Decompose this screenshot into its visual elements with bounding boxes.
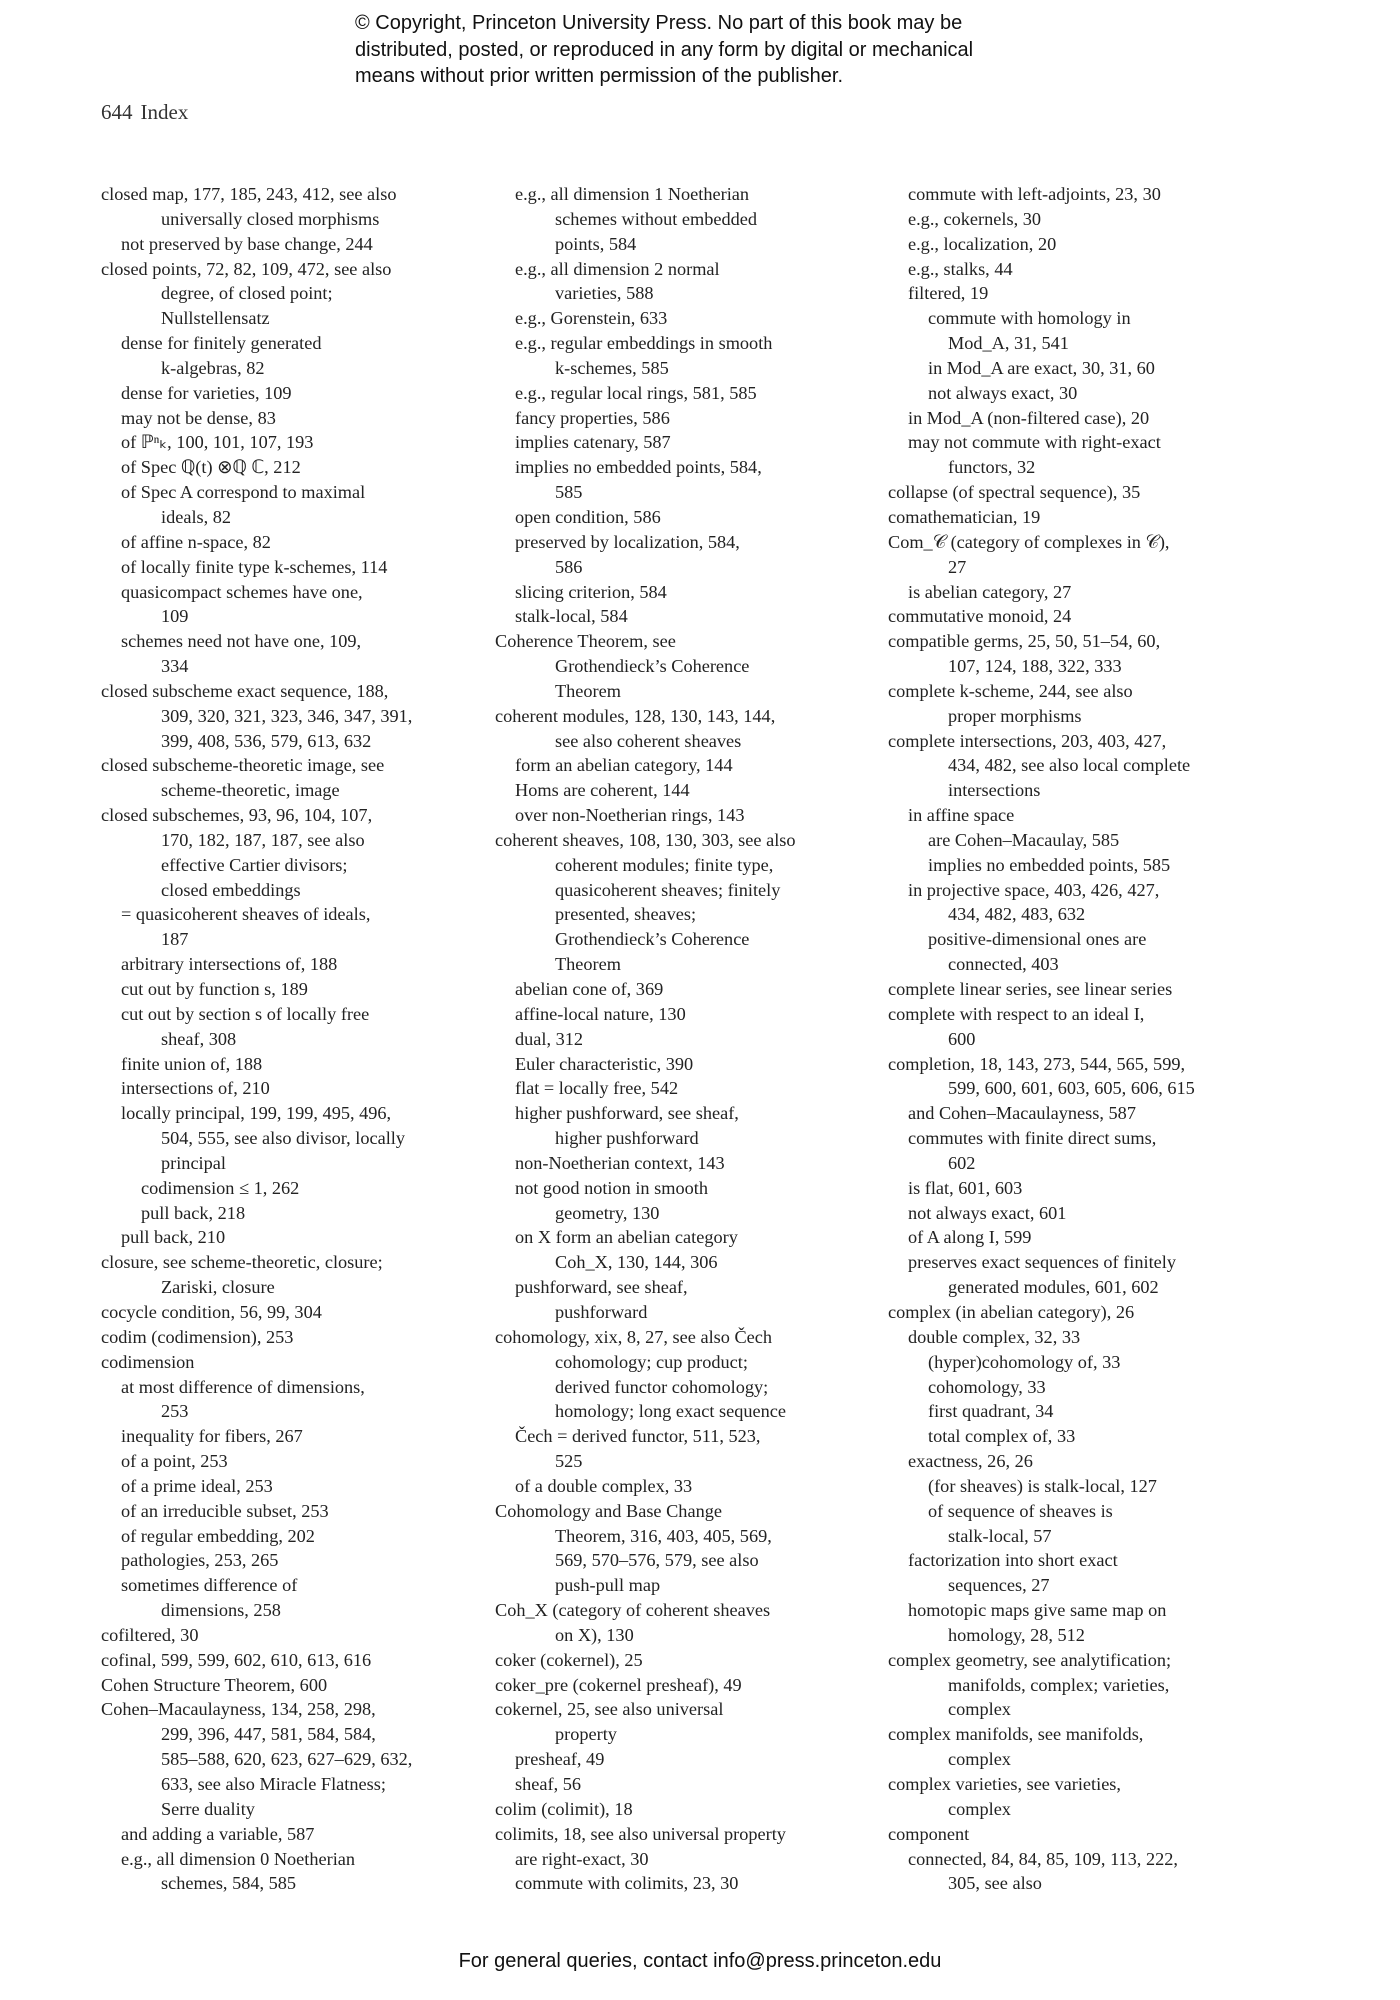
index-entry: positive-dimensional ones are (928, 929, 1147, 950)
index-entry: varieties, 588 (555, 283, 654, 304)
index-entry: 585–588, 620, 623, 627–629, 632, (161, 1749, 413, 1770)
index-entry: is flat, 601, 603 (908, 1177, 1023, 1198)
index-entry: points, 584 (555, 233, 637, 254)
index-entry: of locally finite type k-schemes, 114 (121, 556, 388, 577)
index-entry: complex (in abelian category), 26 (888, 1301, 1135, 1322)
index-entry: dense for finitely generated (121, 333, 322, 354)
index-entry: closed points, 72, 82, 109, 472, see also (101, 258, 392, 279)
index-entry: open condition, 586 (515, 506, 661, 527)
index-entry: commutative monoid, 24 (888, 606, 1072, 627)
index-entry: fancy properties, 586 (515, 407, 670, 428)
index-entry: 434, 482, see also local complete (948, 755, 1191, 776)
index-entry: e.g., localization, 20 (908, 233, 1057, 254)
index-entry: slicing criterion, 584 (515, 581, 667, 602)
index-entry: cut out by function s, 189 (121, 979, 308, 999)
index-entry: in affine space (908, 805, 1015, 826)
index-entry: not always exact, 601 (908, 1202, 1067, 1223)
index-entry: effective Cartier divisors; (161, 854, 348, 875)
index-entry: schemes need not have one, 109, (121, 631, 362, 652)
index-entry: (for sheaves) is stalk-local, 127 (928, 1475, 1157, 1496)
index-entry: commute with left-adjoints, 23, 30 (908, 184, 1161, 204)
index-entry: e.g., cokernels, 30 (908, 208, 1042, 229)
index-entry: not preserved by base change, 244 (121, 233, 373, 254)
index-entry: coherent sheaves, 108, 130, 303, see also (495, 829, 796, 850)
index-entry: at most difference of dimensions, (121, 1376, 365, 1397)
index-entry: 253 (161, 1401, 189, 1422)
index-entry: of affine n-space, 82 (121, 531, 271, 552)
index-entry: filtered, 19 (908, 283, 989, 304)
index-entry: double complex, 32, 33 (908, 1326, 1081, 1347)
index-entry: cohomology, 33 (928, 1376, 1046, 1397)
index-entry: sheaf, 56 (515, 1774, 581, 1794)
index-entry: exactness, 26, 26 (908, 1451, 1033, 1472)
index-entry: e.g., stalks, 44 (908, 258, 1013, 279)
index-entry: schemes, 584, 585 (161, 1873, 297, 1894)
index-entry: quasicoherent sheaves; finitely (555, 879, 781, 900)
index-entry: implies no embedded points, 584, (515, 457, 762, 478)
index-entry: of Spec A correspond to maximal (121, 482, 366, 503)
index-entry: is abelian category, 27 (908, 581, 1072, 602)
index-entry: codimension (101, 1351, 195, 1372)
index-entry: of ℙⁿₖ, 100, 101, 107, 193 (121, 432, 314, 453)
index-entry: complete with respect to an ideal I, (888, 1003, 1145, 1024)
index-entry: Mod_A, 31, 541 (948, 333, 1069, 354)
index-entry: colimits, 18, see also universal property (495, 1823, 786, 1844)
index-entry: complex geometry, see analytification; (888, 1649, 1172, 1670)
page-number: 644 (101, 100, 133, 124)
index-entry: intersections (948, 780, 1041, 801)
index-entry: Homs are coherent, 144 (515, 780, 690, 801)
index-entry: 305, see also (948, 1873, 1042, 1894)
index-entry: codim (codimension), 253 (101, 1326, 294, 1347)
index-entry: k-algebras, 82 (161, 357, 265, 378)
index-entry: component (888, 1823, 970, 1844)
index-entry: on X form an abelian category (515, 1227, 738, 1248)
index-entry: pull back, 210 (121, 1227, 226, 1248)
index-entry: quasicompact schemes have one, (121, 581, 363, 602)
index-entry: cokernel, 25, see also universal (495, 1699, 724, 1720)
index-entry: not good notion in smooth (515, 1177, 708, 1198)
index-entry: = quasicoherent sheaves of ideals, (121, 904, 371, 925)
index-entry: pathologies, 253, 265 (121, 1550, 279, 1571)
index-entry: degree, of closed point; (161, 283, 333, 304)
index-entry: complex (948, 1798, 1011, 1819)
index-entry: factorization into short exact (908, 1550, 1118, 1571)
index-entry: sometimes difference of (121, 1575, 298, 1596)
index-entry: see also coherent sheaves (555, 730, 742, 751)
index-entry: commute with colimits, 23, 30 (515, 1873, 739, 1894)
index-entry: closed embeddings (161, 879, 301, 900)
index-entry: intersections of, 210 (121, 1078, 270, 1099)
index-entry: Coh_X (category of coherent sheaves (495, 1600, 771, 1621)
index-entry: preserved by localization, 584, (515, 531, 740, 552)
index-entry: presented, sheaves; (555, 904, 697, 925)
index-entry: 633, see also Miracle Flatness; (161, 1774, 386, 1794)
index-entry: of an irreducible subset, 253 (121, 1500, 329, 1521)
index-entry: cut out by section s of locally free (121, 1003, 370, 1024)
index-entry: universally closed morphisms (161, 208, 380, 229)
index-entry: complex varieties, see varieties, (888, 1774, 1121, 1794)
index-entry: complete intersections, 203, 403, 427, (888, 730, 1167, 751)
index-entry: pushforward, see sheaf, (515, 1277, 688, 1298)
index-entry: compatible germs, 25, 50, 51–54, 60, (888, 631, 1161, 652)
copyright-notice (355, 10, 1115, 90)
footer-contact: For general queries, contact info@press.princeton.edu (458, 1950, 942, 1972)
index-entry: may not be dense, 83 (121, 407, 276, 428)
index-entry: sequences, 27 (948, 1575, 1050, 1596)
index-entry: total complex of, 33 (928, 1426, 1076, 1447)
index-entry: 334 (161, 656, 189, 677)
index-entry: arbitrary intersections of, 188 (121, 954, 338, 975)
copyright-line: distributed, posted, or reproduced in any form by digital or mechanical (355, 38, 974, 61)
index-entry: not always exact, 30 (928, 382, 1078, 403)
index-entry: in Mod_A are exact, 30, 31, 60 (928, 357, 1155, 378)
page-title: Index (140, 100, 189, 124)
index-entry: Theorem (555, 954, 621, 975)
index-entry: and adding a variable, 587 (121, 1823, 315, 1844)
index-entry: Com_𝒞 (category of complexes in 𝒞), (888, 531, 1170, 552)
index-entry: Nullstellensatz (161, 308, 270, 329)
index-entry: Cohen–Macaulayness, 134, 258, 298, (101, 1699, 376, 1720)
index-entry: complete linear series, see linear series (888, 979, 1173, 999)
index-entry: Theorem, 316, 403, 405, 569, (555, 1525, 772, 1546)
index-entry: affine-local nature, 130 (515, 1003, 686, 1024)
index-entry: 170, 182, 187, 187, see also (161, 829, 365, 850)
index-column-3 (888, 182, 1248, 1896)
index-entry: cohomology; cup product; (555, 1351, 748, 1372)
index-entry: completion, 18, 143, 273, 544, 565, 599, (888, 1053, 1186, 1074)
index-entry: homotopic maps give same map on (908, 1600, 1167, 1621)
index-entry: 602 (948, 1152, 976, 1173)
index-entry: homology; long exact sequence (555, 1401, 786, 1422)
index-entry: complex manifolds, see manifolds, (888, 1724, 1144, 1745)
index-entry: and Cohen–Macaulayness, 587 (908, 1103, 1136, 1124)
index-entry: cofiltered, 30 (101, 1624, 199, 1645)
index-entry: flat = locally free, 542 (515, 1078, 679, 1099)
index-entry: complex (948, 1699, 1011, 1720)
index-entry: dual, 312 (515, 1028, 584, 1049)
index-entry: k-schemes, 585 (555, 357, 669, 378)
index-entry: connected, 403 (948, 954, 1059, 975)
index-entry: Serre duality (161, 1798, 255, 1819)
index-entry: e.g., regular embeddings in smooth (515, 333, 773, 354)
index-entry: closure, see scheme-theoretic, closure; (101, 1252, 383, 1273)
index-entry: presheaf, 49 (515, 1749, 605, 1770)
index-entry: connected, 84, 84, 85, 109, 113, 222, (908, 1848, 1178, 1869)
index-entry: scheme-theoretic, image (161, 780, 340, 801)
running-header (101, 100, 188, 125)
index-entry: dense for varieties, 109 (121, 382, 292, 403)
index-entry: implies no embedded points, 585 (928, 854, 1171, 875)
index-entry: 299, 396, 447, 581, 584, 584, (161, 1724, 376, 1745)
index-entry: e.g., all dimension 2 normal (515, 258, 720, 279)
index-entry: locally principal, 199, 199, 495, 496, (121, 1103, 392, 1124)
index-entry: e.g., all dimension 1 Noetherian (515, 184, 750, 204)
index-entry: closed map, 177, 185, 243, 412, see also (101, 184, 397, 204)
index-entry: stalk-local, 57 (948, 1525, 1052, 1546)
index-entry: coherent modules, 128, 130, 143, 144, (495, 705, 776, 726)
index-entry: pull back, 218 (141, 1202, 246, 1223)
index-entry: Coherence Theorem, see (495, 631, 676, 652)
index-entry: e.g., regular local rings, 581, 585 (515, 382, 757, 403)
index-entry: Coh_X, 130, 144, 306 (555, 1252, 718, 1273)
index-entry: homology, 28, 512 (948, 1624, 1085, 1645)
index-entry: cocycle condition, 56, 99, 304 (101, 1301, 322, 1322)
index-column-2 (495, 182, 855, 1896)
index-entry: Cohen Structure Theorem, 600 (101, 1674, 328, 1695)
index-entry: geometry, 130 (555, 1202, 660, 1223)
index-entry: Grothendieck’s Coherence (555, 929, 750, 950)
index-entry: in projective space, 403, 426, 427, (908, 879, 1160, 900)
index-entry: property (555, 1724, 617, 1745)
index-entry: closed subscheme exact sequence, 188, (101, 680, 389, 701)
index-entry: non-Noetherian context, 143 (515, 1152, 725, 1173)
index-entry: manifolds, complex; varieties, (948, 1674, 1170, 1695)
index-entry: Euler characteristic, 390 (515, 1053, 694, 1074)
index-entry: 525 (555, 1451, 583, 1472)
index-entry: of a point, 253 (121, 1451, 228, 1472)
index-entry: of sequence of sheaves is (928, 1500, 1113, 1521)
index-entry: push-pull map (555, 1575, 661, 1596)
index-column-1 (101, 182, 461, 1896)
index-entry: finite union of, 188 (121, 1053, 263, 1074)
index-entry: 600 (948, 1028, 976, 1049)
index-entry: schemes without embedded (555, 208, 758, 229)
index-entry: preserves exact sequences of finitely (908, 1252, 1177, 1273)
index-entry: are Cohen–Macaulay, 585 (928, 829, 1120, 850)
index-entry: coker_pre (cokernel presheaf), 49 (495, 1674, 742, 1695)
index-entry: 107, 124, 188, 322, 333 (948, 656, 1122, 677)
index-entry: derived functor cohomology; (555, 1376, 769, 1397)
index-entry: complete k-scheme, 244, see also (888, 680, 1133, 701)
index-entry: Theorem (555, 680, 621, 701)
index-entry: first quadrant, 34 (928, 1401, 1054, 1422)
index-entry: e.g., Gorenstein, 633 (515, 308, 668, 329)
index-entry: coherent modules; finite type, (555, 854, 774, 875)
index-entry: 434, 482, 483, 632 (948, 904, 1086, 925)
index-entry: proper morphisms (948, 705, 1082, 726)
index-entry: implies catenary, 587 (515, 432, 671, 453)
index-entry: cofinal, 599, 599, 602, 610, 613, 616 (101, 1649, 372, 1670)
index-entry: form an abelian category, 144 (515, 755, 733, 776)
index-entry: Cohomology and Base Change (495, 1500, 722, 1521)
index-entry: stalk-local, 584 (515, 606, 628, 627)
index-entry: collapse (of spectral sequence), 35 (888, 482, 1141, 503)
index-entry: may not commute with right-exact (908, 432, 1161, 453)
index-entry: of A along I, 599 (908, 1227, 1032, 1248)
index-entry: are right-exact, 30 (515, 1848, 649, 1869)
index-entry: coker (cokernel), 25 (495, 1649, 643, 1670)
index-entry: of a prime ideal, 253 (121, 1475, 273, 1496)
index-entry: 585 (555, 482, 583, 503)
index-entry: 586 (555, 556, 583, 577)
index-entry: 504, 555, see also divisor, locally (161, 1128, 405, 1149)
index-entry: Čech = derived functor, 511, 523, (515, 1426, 761, 1447)
index-entry: closed subscheme-theoretic image, see (101, 755, 385, 776)
index-entry: principal (161, 1152, 226, 1173)
index-entry: comathematician, 19 (888, 506, 1041, 527)
index-entry: commute with homology in (928, 308, 1131, 329)
copyright-line: means without prior written permission of the publisher. (355, 65, 844, 87)
index-entry: 27 (948, 556, 967, 577)
index-entry: (hyper)cohomology of, 33 (928, 1351, 1121, 1372)
index-entry: abelian cone of, 369 (515, 979, 664, 999)
index-entry: on X), 130 (555, 1624, 634, 1645)
index-entry: of a double complex, 33 (515, 1475, 693, 1496)
index-entry: functors, 32 (948, 457, 1036, 478)
index-entry: Grothendieck’s Coherence (555, 656, 750, 677)
index-entry: Zariski, closure (161, 1277, 275, 1298)
index-entry: over non-Noetherian rings, 143 (515, 805, 745, 826)
index-entry: pushforward (555, 1301, 648, 1322)
index-entry: complex (948, 1749, 1011, 1770)
index-entry: cohomology, xix, 8, 27, see also Čech (495, 1326, 773, 1347)
index-entry: closed subschemes, 93, 96, 104, 107, (101, 805, 373, 826)
index-entry: 187 (161, 929, 189, 950)
index-entry: codimension ≤ 1, 262 (141, 1177, 300, 1198)
index-entry: sheaf, 308 (161, 1028, 237, 1049)
index-entry: 309, 320, 321, 323, 346, 347, 391, (161, 705, 413, 726)
index-entry: 109 (161, 606, 189, 627)
index-entry: higher pushforward (555, 1128, 699, 1149)
index-entry: 399, 408, 536, 579, 613, 632 (161, 730, 372, 751)
index-entry: e.g., all dimension 0 Noetherian (121, 1848, 356, 1869)
index-entry: in Mod_A (non-filtered case), 20 (908, 407, 1150, 428)
index-entry: 569, 570–576, 579, see also (555, 1550, 759, 1571)
copyright-line: © Copyright, Princeton University Press. No part of this book may be (355, 12, 963, 34)
index-entry: inequality for fibers, 267 (121, 1426, 303, 1447)
index-entry: colim (colimit), 18 (495, 1798, 633, 1819)
index-entry: generated modules, 601, 602 (948, 1277, 1159, 1298)
index-entry: of Spec ℚ(t) ⊗ℚ ℂ, 212 (121, 457, 301, 478)
index-entry: ideals, 82 (161, 506, 232, 527)
index-entry: dimensions, 258 (161, 1600, 281, 1621)
index-entry: 599, 600, 601, 603, 605, 606, 615 (948, 1078, 1195, 1099)
index-entry: higher pushforward, see sheaf, (515, 1103, 739, 1124)
index-entry: of regular embedding, 202 (121, 1525, 315, 1546)
index-entry: commutes with finite direct sums, (908, 1128, 1157, 1149)
